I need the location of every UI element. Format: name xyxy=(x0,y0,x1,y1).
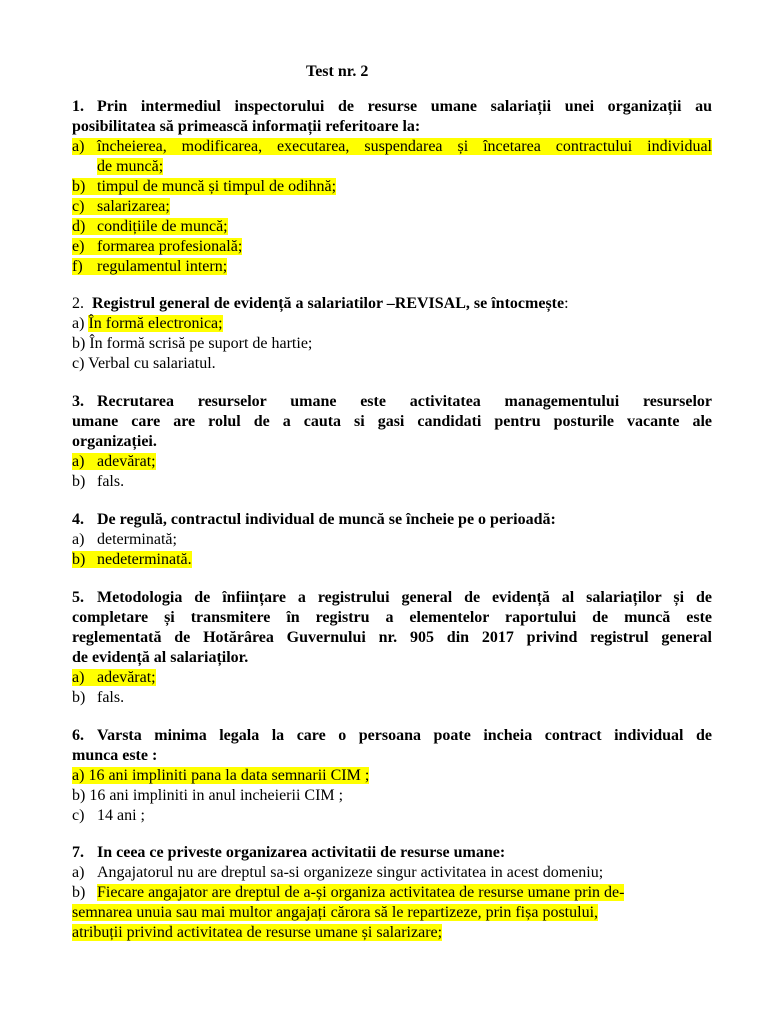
question-1-option-f xyxy=(72,257,712,277)
option-text: adevărat; xyxy=(97,453,156,470)
highlighted-answer xyxy=(72,669,156,686)
question-5-text: Metodologia de înființare a registrului general de evidență al salariaților și de xyxy=(97,589,712,606)
question-1-option-b xyxy=(72,177,712,197)
question-2-text: Registrul general de evidență a salariatilor –REVISAL, se întocmește xyxy=(92,295,565,312)
question-3-line-2: umane care are rolul de a cauta si gasi candidati pentru posturile vacante ale xyxy=(72,413,712,430)
highlighted-answer xyxy=(72,198,170,215)
highlighted-answer: În formă electronica; xyxy=(88,315,223,332)
question-4-option-a xyxy=(72,530,712,550)
option-text: condițiile de muncă; xyxy=(97,218,228,235)
highlighted-answer xyxy=(72,218,228,235)
question-7-option-b-continuation-1 xyxy=(72,903,712,923)
option-label: b) xyxy=(72,884,86,901)
option-label: a) xyxy=(72,864,85,881)
option-label: e) xyxy=(72,238,85,255)
question-7-line-1 xyxy=(72,843,712,863)
option-label: f) xyxy=(72,258,83,275)
question-5-line-1 xyxy=(72,588,712,608)
page-title: Test nr. 2 xyxy=(306,63,369,80)
question-6-option-c xyxy=(72,806,712,826)
question-5-line-3: reglementată de Hotărârea Guvernului nr. 905 din 2017 privind registrul general xyxy=(72,629,712,646)
question-7-option-b xyxy=(72,883,712,903)
option-label: a) xyxy=(72,315,85,332)
option-text: 16 ani impliniti in anul incheierii CIM ; xyxy=(89,787,344,804)
question-7-option-b-continuation-2 xyxy=(72,923,712,943)
highlighted-answer xyxy=(72,453,156,470)
option-label: b) xyxy=(72,551,86,568)
question-1-option-a-continuation xyxy=(97,157,712,177)
option-text: regulamentul intern; xyxy=(97,258,228,275)
question-3-option-b xyxy=(72,472,712,492)
option-label: a) xyxy=(72,531,85,548)
question-3-option-a xyxy=(72,452,712,472)
option-text: Angajatorul nu are dreptul sa-si organizeze singur activitatea in acest domeniu; xyxy=(97,864,604,881)
question-2-text-tail: : xyxy=(564,295,569,312)
highlighted-answer: semnarea unuia sau mai multor angajați cărora să le repartizeze, prin fișa postului, xyxy=(72,904,599,921)
option-text: 14 ani ; xyxy=(97,807,145,824)
option-label: a) xyxy=(72,453,85,470)
option-label: a) xyxy=(72,138,85,155)
question-7-option-a xyxy=(72,863,712,883)
option-text: încheierea, modificarea, executarea, suspendarea și încetarea contractului individual xyxy=(97,138,712,155)
option-text: de muncă; xyxy=(97,158,164,175)
question-6-line-2: munca este : xyxy=(72,747,158,764)
question-2-option-b xyxy=(72,334,712,354)
option-label: b) xyxy=(72,178,86,195)
option-text: timpul de muncă și timpul de odihnă; xyxy=(97,178,337,195)
highlighted-answer xyxy=(72,551,192,568)
question-5-line-2: completare și transmitere în registru a elementelor raportului de muncă este xyxy=(72,609,712,626)
question-6-option-b xyxy=(72,786,712,806)
option-text: 16 ani impliniti pana la data semnarii CIM ; xyxy=(88,767,370,784)
option-label: c) xyxy=(72,198,85,215)
question-1-option-d xyxy=(72,217,712,237)
question-3-text: Recrutarea resurselor umane este activitatea managementului resurselor xyxy=(97,393,712,410)
question-4-line-1 xyxy=(72,510,712,530)
question-4-option-b xyxy=(72,550,712,570)
question-1-line-2: posibilitatea să primească informații referitoare la: xyxy=(72,118,421,135)
highlighted-answer: Fiecare angajator are dreptul de a-și organiza activitatea de resurse umane prin de- xyxy=(97,884,625,901)
question-1-line-1 xyxy=(72,97,712,117)
question-1-text: Prin intermediul inspectorului de resurse umane salariații unei organizații au xyxy=(97,98,712,115)
option-label: b) xyxy=(72,689,86,706)
question-4-number: 4. xyxy=(72,511,84,528)
question-5-option-b xyxy=(72,688,712,708)
option-text: salarizarea; xyxy=(97,198,170,215)
question-7-number: 7. xyxy=(72,844,84,861)
question-5-line-4: de evidență al salariaților. xyxy=(72,649,249,666)
option-label: b) xyxy=(72,473,86,490)
option-text: În formă scrisă pe suport de hartie; xyxy=(89,335,313,352)
question-5-number: 5. xyxy=(72,589,84,606)
question-6-line-1 xyxy=(72,726,712,746)
question-3-line-3: organizației. xyxy=(72,433,157,450)
option-label: c) xyxy=(72,807,85,824)
option-text: fals. xyxy=(97,689,125,706)
option-label: a) xyxy=(72,669,85,686)
highlighted-answer: atribuții privind activitatea de resurse umane și salarizare; xyxy=(72,924,443,941)
question-2-option-c xyxy=(72,354,712,374)
highlighted-answer xyxy=(72,767,369,784)
question-1-option-a xyxy=(72,137,712,157)
question-6-text: Varsta minima legala la care o persoana poate incheia contract individual de xyxy=(97,727,712,744)
question-6-option-a xyxy=(72,766,712,786)
question-5-option-a xyxy=(72,668,712,688)
option-label: b) xyxy=(72,787,86,804)
option-text: nedeterminată. xyxy=(97,551,192,568)
option-text: adevărat; xyxy=(97,669,156,686)
question-6-number: 6. xyxy=(72,727,84,744)
option-text: determinată; xyxy=(97,531,177,548)
question-1-number: 1. xyxy=(72,98,84,115)
question-3-number: 3. xyxy=(72,393,84,410)
option-text: fals. xyxy=(97,473,125,490)
question-2-number: 2. xyxy=(72,295,84,312)
highlighted-answer xyxy=(72,178,336,195)
option-text: Verbal cu salariatul. xyxy=(88,355,216,372)
option-label: a) xyxy=(72,767,85,784)
question-3-line-1 xyxy=(72,392,712,412)
question-7-text: In ceea ce priveste organizarea activitatii de resurse umane: xyxy=(97,844,506,861)
highlighted-answer xyxy=(72,138,712,155)
question-1-option-e xyxy=(72,237,712,257)
option-label: d) xyxy=(72,218,86,235)
question-4-text: De regulă, contractul individual de muncă se încheie pe o perioadă: xyxy=(97,511,556,528)
option-text: formarea profesională; xyxy=(97,238,243,255)
option-label: b) xyxy=(72,335,86,352)
question-2-line-1 xyxy=(72,294,712,314)
highlighted-answer xyxy=(72,238,242,255)
question-2-option-a xyxy=(72,314,712,334)
highlighted-answer xyxy=(72,258,227,275)
question-1-option-c xyxy=(72,197,712,217)
option-label: c) xyxy=(72,355,85,372)
